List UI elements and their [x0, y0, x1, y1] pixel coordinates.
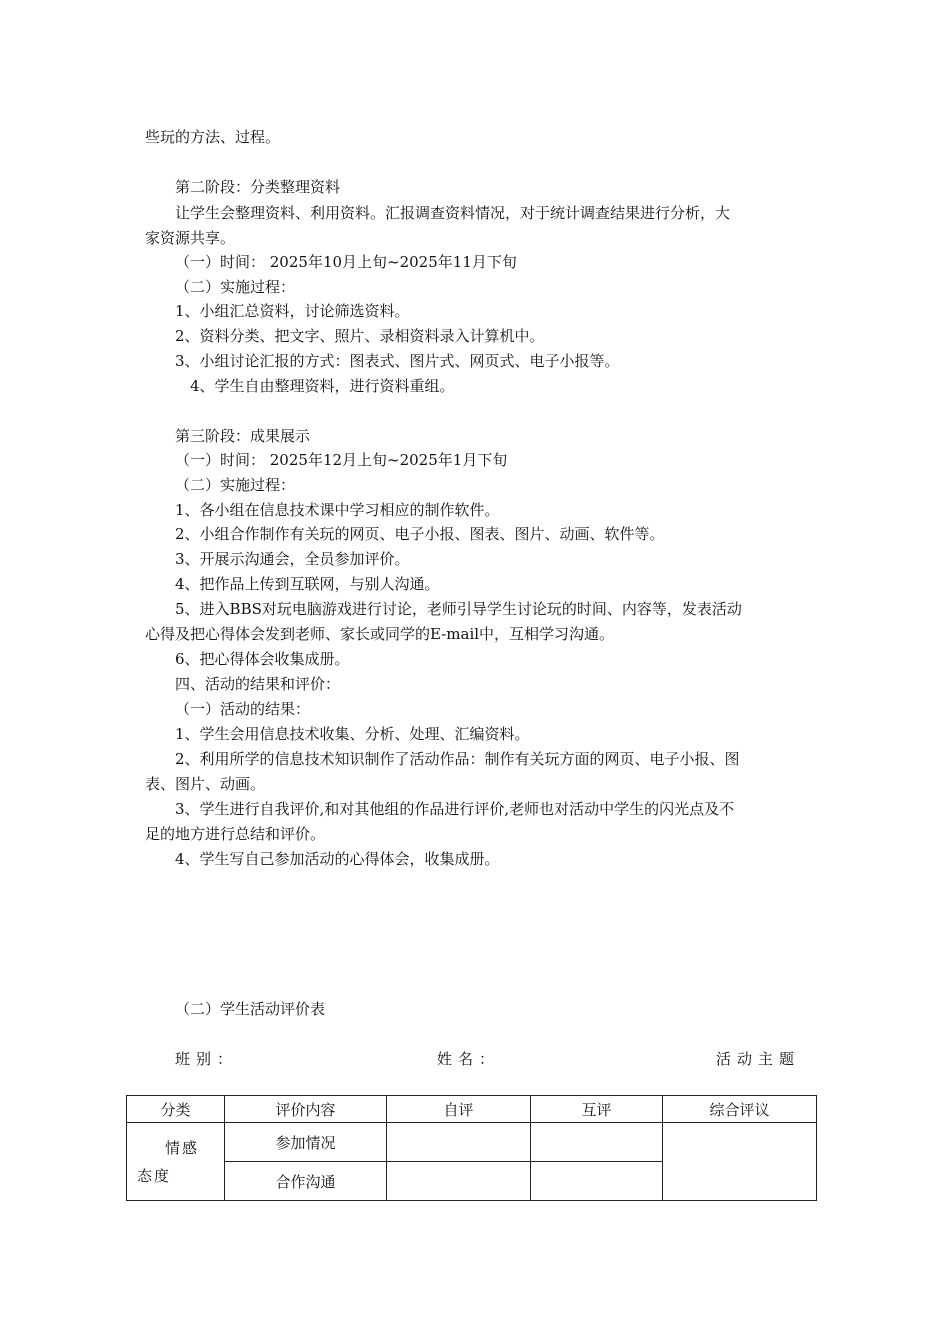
paragraph-line: 第三阶段：成果展示	[175, 427, 311, 445]
paragraph-line: 些玩的方法、过程。	[145, 128, 281, 146]
paragraph-line: 家资源共享。	[145, 229, 236, 247]
paragraph-line: 1、小组汇总资料，讨论筛选资料。	[175, 302, 410, 320]
paragraph-line: 四、活动的结果和评价：	[175, 675, 341, 693]
category-label: 情感态度	[137, 1138, 200, 1185]
paragraph-line: 2、小组合作制作有关玩的网页、电子小报、图表、图片、动画、软件等。	[175, 525, 665, 543]
paragraph-line: 1、各小组在信息技术课中学习相应的制作软件。	[175, 501, 500, 519]
paragraph-line: （二）实施过程：	[175, 278, 296, 296]
content-cell: 合作沟通	[225, 1162, 387, 1201]
content-cell: 参加情况	[225, 1123, 387, 1162]
paragraph-line: 3、开展示沟通会，全员参加评价。	[175, 550, 410, 568]
header-overall: 综合评议	[663, 1096, 817, 1123]
paragraph-line: 第二阶段：分类整理资料	[175, 178, 341, 196]
paragraph-line: 4、学生写自己参加活动的心得体会，收集成册。	[175, 850, 500, 868]
paragraph-line: （二）实施过程：	[175, 476, 296, 494]
paragraph-line: （一）时间： 2025年12月上旬~2025年1月下旬	[175, 451, 508, 469]
paragraph-line: 足的地方进行总结和评价。	[145, 825, 326, 843]
paragraph-line: 心得及把心得体会发到老师、家长或同学的E-mail中，互相学习沟通。	[145, 625, 615, 643]
paragraph-line: （一）时间： 2025年10月上旬~2025年11月下旬	[175, 253, 517, 271]
paragraph-line: 让学生会整理资料、利用资料。汇报调查资料情况，对于统计调查结果进行分析，大	[175, 204, 731, 222]
paragraph-line: 3、小组讨论汇报的方式：图表式、图片式、网页式、电子小报等。	[175, 352, 620, 370]
paragraph-line: 4、学生自由整理资料，进行资料重组。	[190, 377, 455, 395]
table-header-row	[127, 1096, 817, 1123]
peer-eval-cell[interactable]	[531, 1123, 663, 1162]
paragraph-line: 2、资料分类、把文字、照片、录相资料录入计算机中。	[175, 327, 545, 345]
header-peer-eval: 互评	[531, 1096, 663, 1123]
overall-cell[interactable]	[663, 1123, 817, 1201]
paragraph-line: 6、把心得体会收集成册。	[175, 650, 350, 668]
header-content: 评价内容	[225, 1096, 387, 1123]
paragraph-line: 3、学生进行自我评价,和对其他组的作品进行评价,老师也对活动中学生的闪光点及不	[175, 800, 735, 818]
header-self-eval: 自评	[387, 1096, 531, 1123]
paragraph-line: （二）学生活动评价表	[175, 1000, 326, 1018]
peer-eval-cell[interactable]	[531, 1162, 663, 1201]
topic-label: 活动主题	[716, 1050, 801, 1068]
class-label: 班别：	[175, 1050, 239, 1068]
evaluation-table	[126, 1095, 817, 1201]
name-label: 姓名：	[437, 1050, 501, 1068]
paragraph-line: 4、把作品上传到互联网，与别人沟通。	[175, 575, 440, 593]
paragraph-line: 表、图片、动画。	[145, 775, 266, 793]
paragraph-line: （一）活动的结果：	[175, 700, 311, 718]
self-eval-cell[interactable]	[387, 1162, 531, 1201]
paragraph-line: 1、学生会用信息技术收集、分析、处理、汇编资料。	[175, 725, 530, 743]
header-category: 分类	[127, 1096, 225, 1123]
paragraph-line: 5、进入BBS对玩电脑游戏进行讨论，老师引导学生讨论玩的时间、内容等，发表活动	[175, 600, 742, 618]
paragraph-line: 2、利用所学的信息技术知识制作了活动作品：制作有关玩方面的网页、电子小报、图	[175, 750, 740, 768]
category-cell	[127, 1123, 225, 1201]
self-eval-cell[interactable]	[387, 1123, 531, 1162]
table-row	[127, 1123, 817, 1162]
